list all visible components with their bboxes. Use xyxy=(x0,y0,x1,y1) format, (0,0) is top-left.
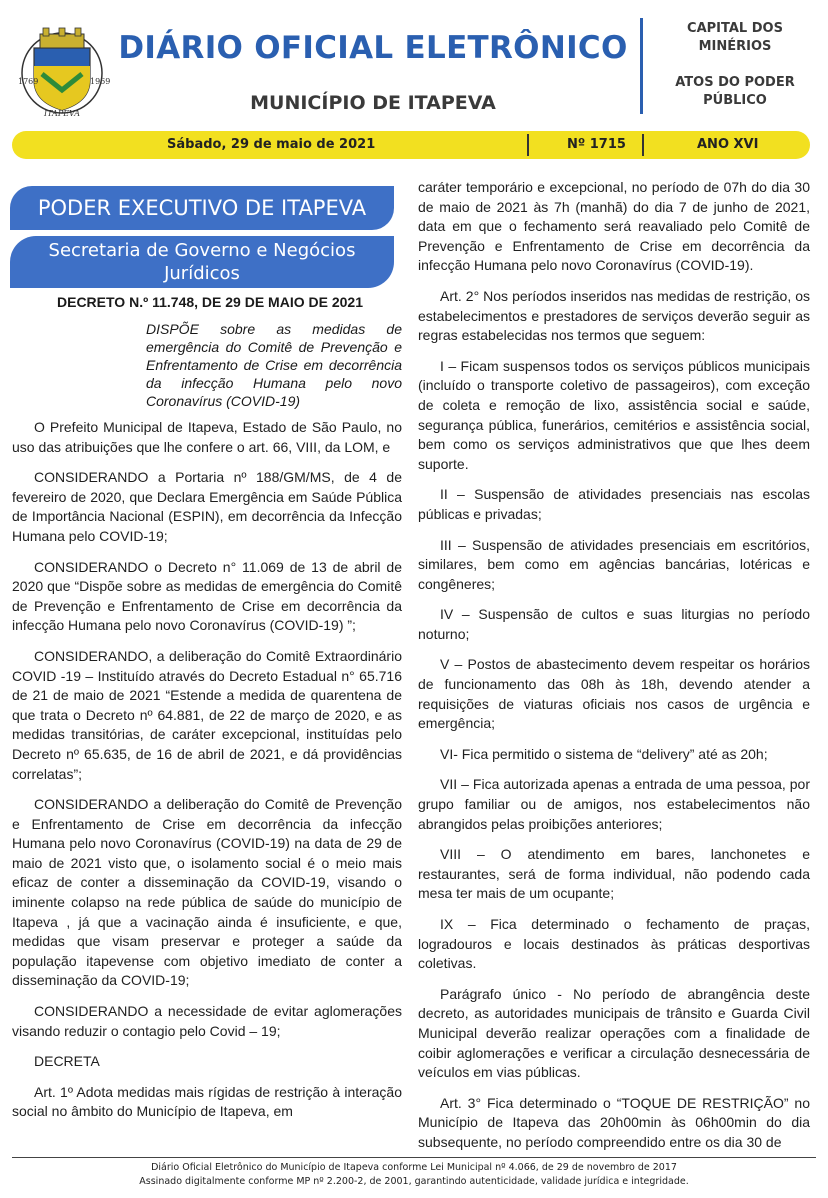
city-slogan: CAPITAL DOS MINÉRIOS xyxy=(687,21,783,54)
section-label: ATOS DO PODER PÚBLICO xyxy=(675,75,795,108)
edition-info-bar xyxy=(12,131,810,159)
paragraph: IX – Fica determinado o fechamento de praças, logradouros e locais destinados às práticas desportivas coletivas. xyxy=(418,916,810,972)
edition-date: Sábado, 29 de maio de 2021 xyxy=(167,137,376,152)
footer-line-2: Assinado digitalmente conforme MP nº 2.200-2, de 2001, garantindo autenticidade, validade jurídica e integridade. xyxy=(139,1176,689,1187)
executive-banner: PODER EXECUTIVO DE ITAPEVA xyxy=(10,186,394,230)
edition-separator xyxy=(642,134,644,156)
paragraph: VI- Fica permitido o sistema de “delivery” até as 20h; xyxy=(440,745,768,762)
paragraph: CONSIDERANDO, a deliberação do Comitê Extraordinário COVID -19 – Instituído através do Decreto Estadual n° 65.716 de 21 de maio de 2021 “Estende a medida de quarentena de que trata o Decreto nº 64.881, de 22 de março de 2020, e as medidas transitórias, de caráter excepcional, instituídas pelo Decreto nº 65.635, de 16 de abril de 2021, e dá providências correlatas”; xyxy=(12,647,402,782)
header-divider xyxy=(640,18,643,114)
paragraph: CONSIDERANDO a deliberação do Comitê de Prevenção e Enfrentamento de Crise em decorrência da infecção Humana pelo novo Coronavírus (COVID-19) na data de 29 de maio de 2021 visto que, o isolamento social é o meio mais eficaz de conter a disseminação da COVID-19, visando o iminente colapso na rede pública de saúde do município de Itapeva , já que a vacinação ainda é insuficiente, e que, medidas que visam preservar e proteger a saúde da população itapevense com objetivo imediato de conter a disseminação da COVID-19; xyxy=(12,796,402,989)
paragraph: VIII – O atendimento em bares, lanchonetes e restaurantes, será de forma individual, não podendo cada mesa ter mais de um ocupante; xyxy=(418,846,810,902)
paragraph: Art. 2° Nos períodos inseridos nas medidas de restrição, os estabelecimentos e prestadores de serviços deverão seguir as regras estabelecidas nos termos que seguem: xyxy=(418,287,810,344)
paragraph: O Prefeito Municipal de Itapeva, Estado de São Paulo, no uso das atribuições que lhe confere o art. 66, VIII, da LOM, e xyxy=(12,419,402,455)
paragraph: Art. 1º Adota medidas mais rígidas de restrição à interação social no âmbito do Município de Itapeva, em xyxy=(12,1083,402,1120)
svg-text:1769: 1769 xyxy=(18,77,39,86)
decree-summary: DISPÕE sobre as medidas de emergência do Comitê de Prevenção e Enfrentamento de Crise em decorrência da infecção Humana pelo novo Coronavírus (COVID-19) xyxy=(146,321,402,409)
page-footer xyxy=(12,1161,816,1189)
paragraph: II – Suspensão de atividades presenciais nas escolas públicas e privadas; xyxy=(418,486,810,522)
paragraph: CONSIDERANDO a Portaria nº 188/GM/MS, de 4 de fevereiro de 2020, que Declara Emergência em Saúde Pública de Importância Nacional (ESPIN), em decorrência da Infecção Humana pelo COVID-19; xyxy=(12,469,402,544)
left-column xyxy=(12,418,402,1133)
paragraph: caráter temporário e excepcional, no período de 07h do dia 30 de maio de 2021 às 7h (manhã) do dia 7 de junho de 2021, data em que o fechamento será reavaliado pelo Comitê de Prevenção e Enfrentamento de Crise em decorrência da infecção Humana pelo novo Coronavírus (COVID-19). xyxy=(418,179,810,274)
footer-line-1: Diário Oficial Eletrônico do Município de Itapeva conforme Lei Municipal nº 4.066, de 29 de novembro de 2017 xyxy=(151,1162,677,1173)
paragraph: CONSIDERANDO o Decreto n° 11.069 de 13 de abril de 2020 que “Dispõe sobre as medidas de emergência do Comitê de Prevenção e Enfrentamento de Crise em decorrência da infecção Humana pelo novo Coronavírus (COVID-19) ”; xyxy=(12,558,402,634)
decreta-heading: DECRETA xyxy=(34,1053,100,1070)
paragraph: VII – Fica autorizada apenas a entrada de uma pessoa, por grupo familiar ou de amigos, nos estabelecimentos não abrangidos pelas proibições anteriores; xyxy=(418,776,810,832)
paragraph: IV – Suspensão de cultos e suas liturgias no período noturno; xyxy=(418,606,810,642)
edition-number: Nº 1715 xyxy=(567,137,626,152)
paragraph: CONSIDERANDO a necessidade de evitar aglomerações visando reduzir o contagio pelo Covid – 19; xyxy=(12,1003,402,1039)
decree-title: DECRETO N.º 11.748, DE 29 DE MAIO DE 2021 xyxy=(57,294,363,310)
paragraph: Art. 3° Fica determinado o “TOQUE DE RESTRIÇÃO” no Município de Itapeva das 20h00min às 06h00min do dia subsequente, no período compreendido entre os dia 30 de xyxy=(418,1094,810,1150)
svg-text:ITAPEVA: ITAPEVA xyxy=(44,109,81,118)
secretariat-banner: Secretaria de Governo e Negócios Jurídicos xyxy=(10,236,394,288)
paragraph: V – Postos de abastecimento devem respeitar os horários de funcionamento das 08h às 18h, devendo atender a requisições de viaturas oficiais nos casos de urgência e emergência; xyxy=(418,656,810,732)
right-column xyxy=(418,178,810,1164)
footer-divider xyxy=(12,1157,816,1158)
svg-text:1969: 1969 xyxy=(90,77,111,86)
paragraph: I – Ficam suspensos todos os serviços públicos municipais (incluído o transporte coletivo de passageiros), com exceção de coleta e remoção de lixo, assistência social e saúde, segurança pública, funerários, cemitérios e assistência social, bem como os serviços administrativos que que lhes deem suporte. xyxy=(418,357,810,472)
publication-title: DIÁRIO OFICIAL ELETRÔNICO xyxy=(118,30,628,66)
paragraph: III – Suspensão de atividades presenciais em escritórios, similares, bem como em agências bancárias, lotéricas e congêneres; xyxy=(418,536,810,592)
publication-subtitle: MUNICÍPIO DE ITAPEVA xyxy=(250,92,496,114)
municipal-crest-logo xyxy=(12,18,112,118)
edition-year: ANO XVI xyxy=(697,137,759,152)
paragraph: Parágrafo único - No período de abrangência deste decreto, as autoridades municipais de trânsito e Guarda Civil Municipal deverão realizar operações com a finalidade de coibir aglomerações e verificar a circulação desnecessária de veículos em vias públicas. xyxy=(418,985,810,1081)
edition-separator xyxy=(527,134,529,156)
